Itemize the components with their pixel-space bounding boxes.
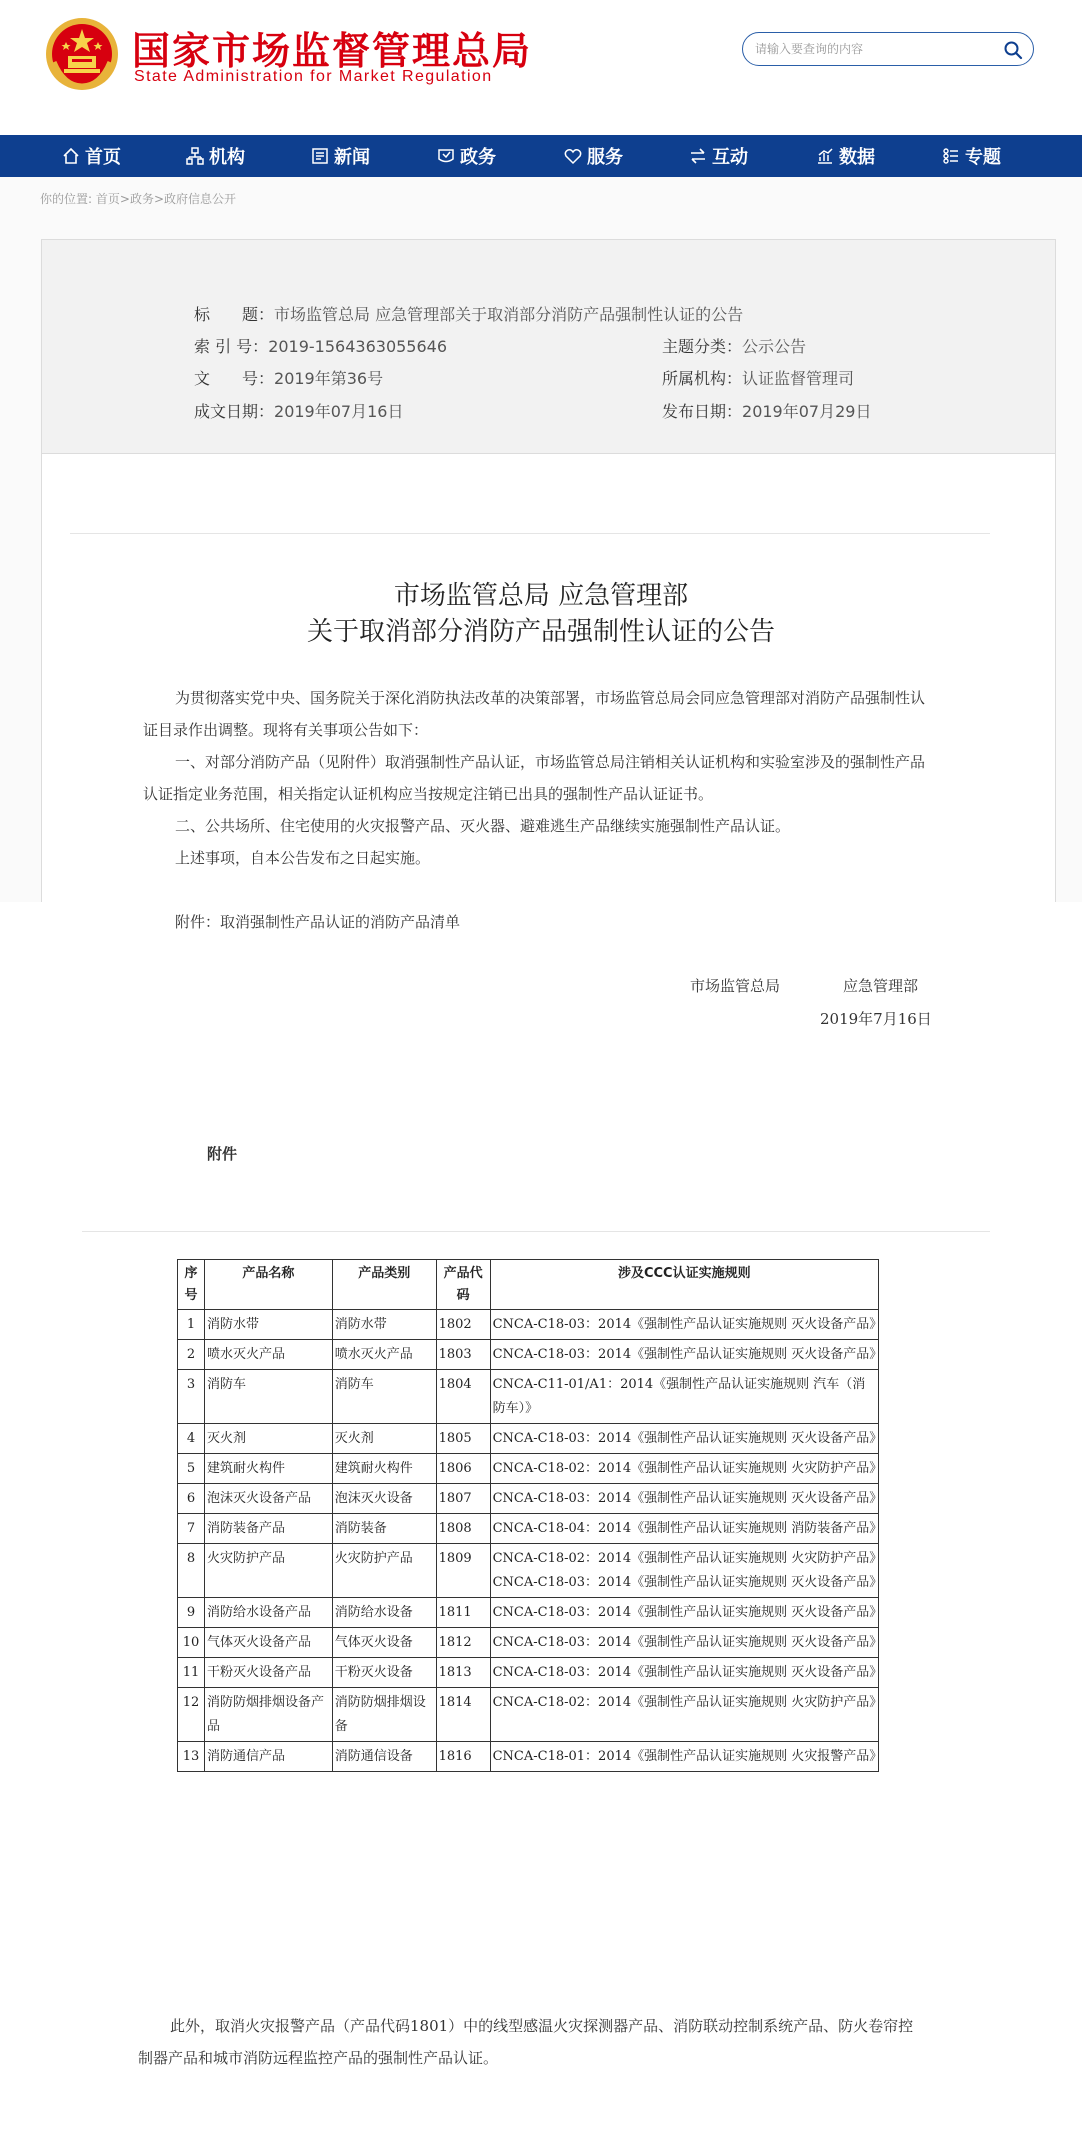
nav-label: 机构 — [209, 147, 245, 168]
breadcrumb-government[interactable]: 政务 — [129, 192, 154, 206]
table-row — [178, 1370, 879, 1424]
breadcrumb — [40, 190, 236, 207]
table-row — [178, 1424, 879, 1454]
info-pub — [662, 399, 871, 422]
nav-item-org[interactable] — [186, 135, 245, 177]
site-title-en[interactable]: State Administration for Market Regulation — [134, 68, 493, 85]
news-icon — [311, 147, 329, 165]
nav-item-data[interactable] — [816, 135, 875, 177]
cell-name: 火灾防护产品 — [204, 1544, 332, 1598]
doc-title-line2: 关于取消部分消防产品强制性认证的公告 — [306, 617, 775, 647]
cell-category: 消防防烟排烟设备 — [332, 1688, 436, 1742]
nav-label: 数据 — [839, 147, 875, 168]
info-index-label: 索 引 号： — [194, 337, 269, 356]
heart-icon — [564, 147, 582, 165]
cell-category: 建筑耐火构件 — [332, 1454, 436, 1484]
cell-rule: CNCA-C18-03：2014《强制性产品认证实施规则 灭火设备产品》 — [490, 1484, 878, 1514]
nav-label: 政务 — [460, 147, 496, 168]
exchange-icon — [689, 147, 707, 165]
table-row — [178, 1658, 879, 1688]
cell-rule: CNCA-C18-03：2014《强制性产品认证实施规则 灭火设备产品》 — [490, 1598, 878, 1628]
cell-rule: CNCA-C18-02：2014《强制性产品认证实施规则 火灾防护产品》 — [490, 1688, 878, 1742]
cell-category: 火灾防护产品 — [332, 1544, 436, 1598]
nav-item-government[interactable] — [437, 135, 496, 177]
nav-label: 服务 — [587, 147, 623, 168]
cell-no: 11 — [178, 1658, 205, 1688]
nav-item-news[interactable] — [311, 135, 370, 177]
cell-category: 气体灭火设备 — [332, 1628, 436, 1658]
info-pub-label: 发布日期： — [662, 402, 743, 421]
cell-no: 9 — [178, 1598, 205, 1628]
cell-rule — [490, 1544, 883, 1598]
cell-code: 1811 — [436, 1598, 490, 1628]
cell-no: 5 — [178, 1454, 205, 1484]
th-name: 产品名称 — [204, 1260, 332, 1310]
cell-rule: CNCA-C18-03：2014《强制性产品认证实施规则 灭火设备产品》 — [490, 1658, 878, 1688]
info-title-label: 标 题： — [194, 305, 275, 324]
th-category: 产品类别 — [332, 1260, 436, 1310]
chart-icon — [816, 147, 834, 165]
doc-attachment-note[interactable]: 附件：取消强制性产品认证的消防产品清单 — [175, 913, 461, 931]
cell-name: 气体灭火设备产品 — [204, 1628, 332, 1658]
cell-no: 1 — [178, 1310, 205, 1340]
doc-para-effective: 上述事项，自本公告发布之日起实施。 — [175, 849, 431, 867]
nav-item-interaction[interactable] — [689, 135, 748, 177]
info-title-value: 市场监管总局 应急管理部关于取消部分消防产品强制性认证的公告 — [274, 305, 744, 324]
info-theme — [662, 334, 806, 357]
th-code: 产品代码 — [436, 1260, 490, 1310]
table-header-row — [178, 1260, 879, 1310]
cell-no: 7 — [178, 1514, 205, 1544]
cell-name: 消防车 — [204, 1370, 332, 1424]
cell-code: 1806 — [436, 1454, 490, 1484]
cell-no: 10 — [178, 1628, 205, 1658]
cell-code: 1809 — [436, 1544, 490, 1598]
topic-icon — [942, 147, 960, 165]
cell-no: 13 — [178, 1742, 205, 1772]
cell-no: 8 — [178, 1544, 205, 1598]
signature-org1: 市场监管总局 — [690, 977, 781, 995]
cell-rule: CNCA-C18-01：2014《强制性产品认证实施规则 火灾报警产品》 — [490, 1742, 878, 1772]
doc-para-item1: 一、对部分消防产品（见附件）取消强制性产品认证，市场监管总局注销相关认证机构和实验室涉及的强制性产品认证指定业务范围，相关指定认证机构应当按规定注销已出具的强制性产品认证证书。 — [143, 753, 926, 803]
cell-name: 灭火剂 — [204, 1424, 332, 1454]
info-theme-value: 公示公告 — [742, 337, 807, 356]
cell-code: 1808 — [436, 1514, 490, 1544]
info-date-value: 2019年07月16日 — [274, 402, 404, 421]
cell-rule: CNCA-C18-03：2014《强制性产品认证实施规则 灭火设备产品》 — [490, 1628, 878, 1658]
nav-label: 新闻 — [334, 147, 370, 168]
breadcrumb-prefix: 你的位置: — [40, 192, 93, 206]
breadcrumb-separator: > — [153, 192, 165, 206]
cell-code: 1807 — [436, 1484, 490, 1514]
th-rule: 涉及CCC认证实施规则 — [490, 1260, 878, 1310]
table-row — [178, 1544, 879, 1598]
cell-rule: CNCA-C18-02：2014《强制性产品认证实施规则 火灾防护产品》 — [490, 1454, 878, 1484]
product-table — [177, 1259, 883, 1772]
search-icon[interactable] — [1003, 40, 1023, 60]
info-docno-label: 文 号： — [194, 369, 275, 388]
breadcrumb-separator: > — [119, 192, 130, 206]
cell-name: 建筑耐火构件 — [204, 1454, 332, 1484]
cell-category: 消防给水设备 — [332, 1598, 436, 1628]
cell-code: 1813 — [436, 1658, 490, 1688]
table-row — [178, 1742, 879, 1772]
cell-code: 1805 — [436, 1424, 490, 1454]
cell-no: 2 — [178, 1340, 205, 1370]
table-row — [178, 1340, 879, 1370]
info-org-label: 所属机构： — [662, 369, 743, 388]
table-row — [178, 1454, 879, 1484]
info-index — [194, 334, 447, 357]
document-info-panel — [41, 239, 1056, 454]
cell-rule: CNCA-C18-03：2014《强制性产品认证实施规则 灭火设备产品》 — [490, 1340, 878, 1370]
doc-para-item2: 二、公共场所、住宅使用的火灾报警产品、灭火器、避难逃生产品继续实施强制性产品认证。 — [175, 817, 791, 835]
info-date-label: 成文日期： — [194, 402, 275, 421]
cell-name: 消防装备产品 — [204, 1514, 332, 1544]
info-index-value: 2019-1564363055646 — [268, 337, 448, 356]
site-title-cn[interactable]: 国家市场监督管理总局 — [132, 29, 533, 73]
cell-name: 消防给水设备产品 — [204, 1598, 332, 1628]
site-header — [0, 0, 1082, 135]
info-org — [662, 366, 854, 389]
cell-code: 1816 — [436, 1742, 490, 1772]
cell-rule-line: CNCA-C18-02：2014《强制性产品认证实施规则 火灾防护产品》 — [492, 1551, 883, 1566]
breadcrumb-home[interactable]: 首页 — [95, 192, 120, 206]
cell-name: 干粉灭火设备产品 — [204, 1658, 332, 1688]
cell-category: 消防通信设备 — [332, 1742, 436, 1772]
breadcrumb-gov-info[interactable]: 政府信息公开 — [164, 192, 237, 206]
cell-rule: CNCA-C18-03：2014《强制性产品认证实施规则 灭火设备产品》 — [490, 1424, 878, 1454]
th-no: 序号 — [178, 1260, 205, 1310]
national-emblem-icon[interactable] — [44, 16, 120, 92]
table-row — [178, 1484, 879, 1514]
cell-no: 6 — [178, 1484, 205, 1514]
cell-category: 干粉灭火设备 — [332, 1658, 436, 1688]
cell-category: 消防车 — [332, 1370, 436, 1424]
cell-category: 泡沫灭火设备 — [332, 1484, 436, 1514]
nav-item-service[interactable] — [564, 135, 623, 177]
cell-no: 4 — [178, 1424, 205, 1454]
cell-name: 喷水灭火产品 — [204, 1340, 332, 1370]
cell-rule: CNCA-C11-01/A1：2014《强制性产品认证实施规则 汽车（消防车）》 — [490, 1370, 878, 1424]
divider — [82, 1231, 990, 1232]
signature-org2: 应急管理部 — [843, 977, 919, 995]
signature-date: 2019年7月16日 — [820, 1010, 932, 1028]
info-docno — [194, 366, 383, 389]
table-row — [178, 1598, 879, 1628]
cell-category: 喷水灭火产品 — [332, 1340, 436, 1370]
main-nav — [0, 135, 1082, 177]
cell-name: 消防通信产品 — [204, 1742, 332, 1772]
info-org-value: 认证监督管理司 — [742, 369, 855, 388]
info-title — [194, 302, 743, 325]
table-row — [178, 1310, 879, 1340]
cell-rule: CNCA-C18-03：2014《强制性产品认证实施规则 灭火设备产品》 — [490, 1310, 878, 1340]
search-box — [742, 32, 1034, 66]
table-row — [178, 1688, 879, 1742]
nav-label: 互动 — [712, 147, 748, 168]
cell-rule-line: CNCA-C18-03：2014《强制性产品认证实施规则 灭火设备产品》 — [492, 1575, 883, 1590]
cell-category: 消防水带 — [332, 1310, 436, 1340]
cell-name: 消防水带 — [204, 1310, 332, 1340]
cell-no: 3 — [178, 1370, 205, 1424]
cell-code: 1802 — [436, 1310, 490, 1340]
home-icon — [62, 147, 80, 165]
org-icon — [186, 147, 204, 165]
divider — [70, 533, 990, 534]
info-date — [194, 399, 403, 422]
info-pub-value: 2019年07月29日 — [742, 402, 872, 421]
nav-label: 专题 — [965, 147, 1001, 168]
cell-name: 消防防烟排烟设备产品 — [204, 1688, 332, 1742]
government-icon — [437, 147, 455, 165]
cell-rule: CNCA-C18-04：2014《强制性产品认证实施规则 消防装备产品》 — [490, 1514, 878, 1544]
cell-code: 1812 — [436, 1628, 490, 1658]
table-row — [178, 1628, 879, 1658]
search-input[interactable] — [755, 40, 995, 58]
cell-code: 1804 — [436, 1370, 490, 1424]
info-theme-label: 主题分类： — [662, 337, 743, 356]
doc-para-intro: 为贯彻落实党中央、国务院关于深化消防执法改革的决策部署，市场监管总局会同应急管理部对消防产品强制性认证目录作出调整。现将有关事项公告如下： — [143, 689, 926, 739]
cell-code: 1814 — [436, 1688, 490, 1742]
cell-category: 灭火剂 — [332, 1424, 436, 1454]
nav-label: 首页 — [85, 147, 121, 168]
nav-item-home[interactable] — [62, 135, 121, 177]
cell-category: 消防装备 — [332, 1514, 436, 1544]
cell-no: 12 — [178, 1688, 205, 1742]
doc-footer-note: 此外，取消火灾报警产品（产品代码1801）中的线型感温火灾探测器产品、消防联动控制系统产品、防火卷帘控制器产品和城市消防远程监控产品的强制性产品认证。 — [138, 2017, 914, 2067]
info-docno-value: 2019年第36号 — [274, 369, 384, 388]
attachment-heading: 附件 — [207, 1145, 238, 1163]
cell-name: 泡沫灭火设备产品 — [204, 1484, 332, 1514]
doc-title-line1: 市场监管总局 应急管理部 — [393, 581, 689, 611]
cell-code: 1803 — [436, 1340, 490, 1370]
table-row — [178, 1514, 879, 1544]
nav-item-topic[interactable] — [942, 135, 1001, 177]
